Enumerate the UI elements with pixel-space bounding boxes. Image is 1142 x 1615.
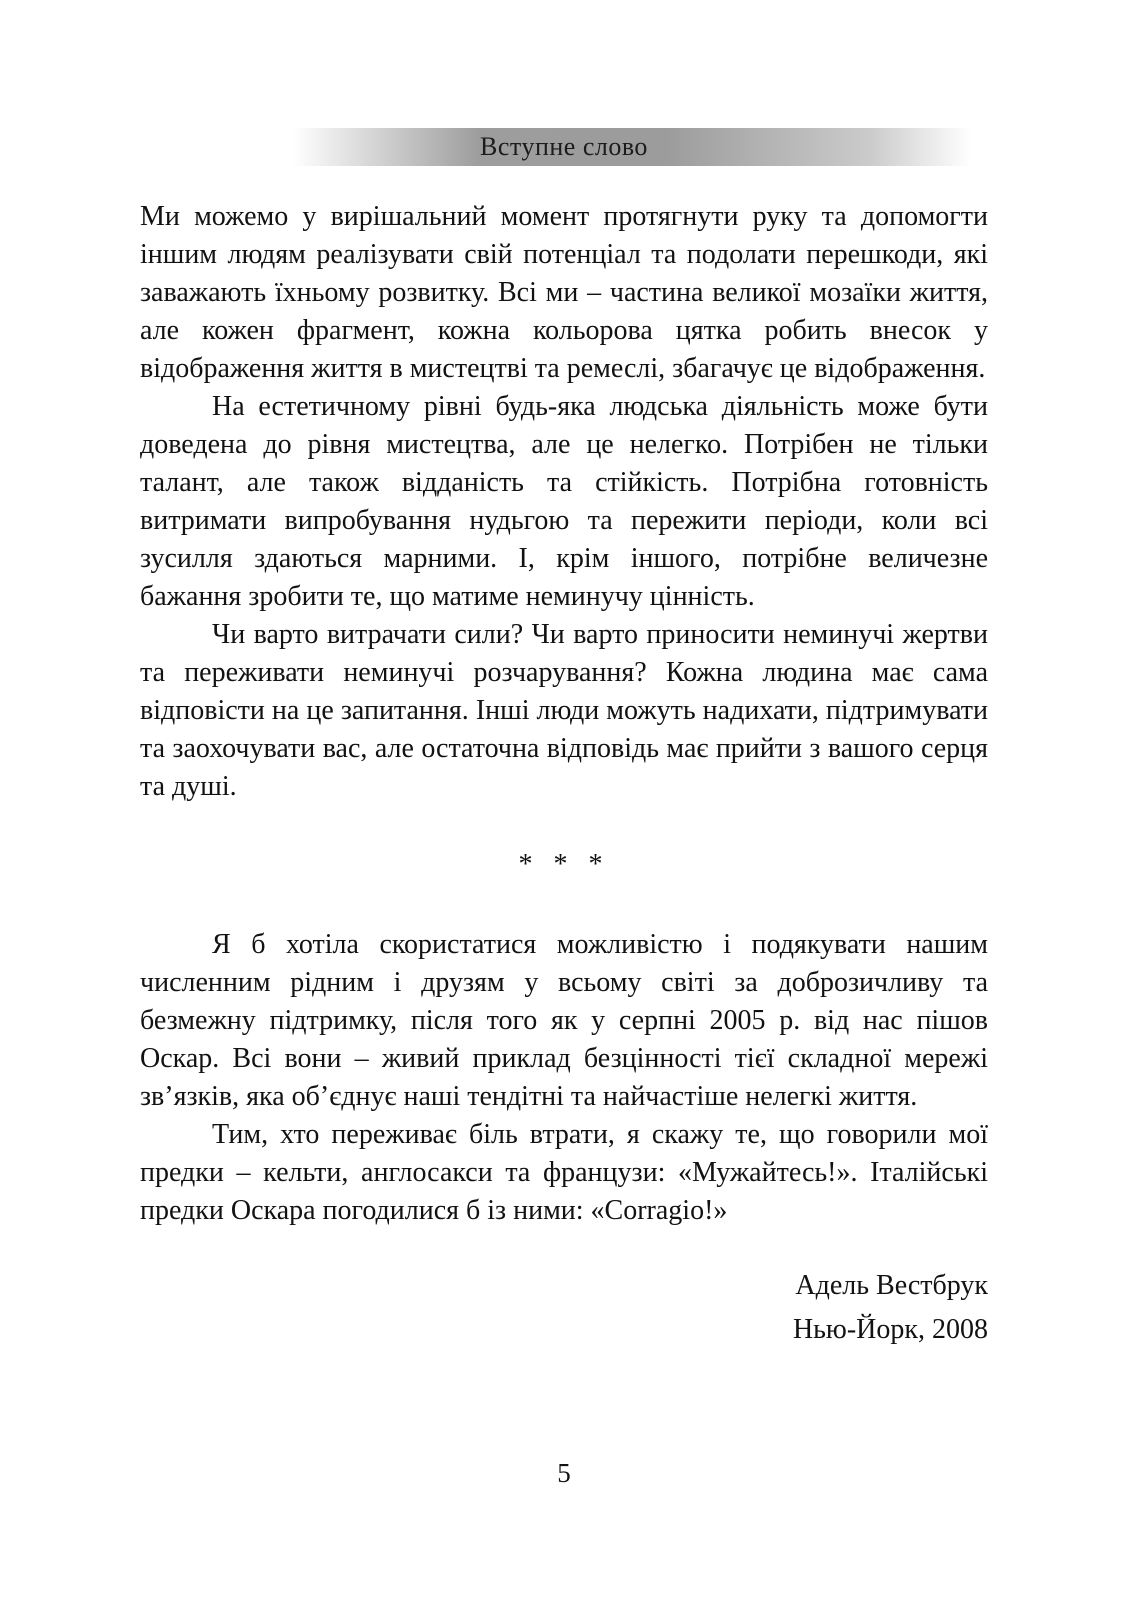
signature-name: Адель Вестбрук xyxy=(795,1270,988,1301)
running-header-title: Вступне слово xyxy=(480,132,648,161)
paragraph: Чи варто витрачати сили? Чи варто приносити неминучі жертви та переживати неминучі розчарування? Кожна людина має сама відповісти на це запитання. Інші люди можуть надихати, підтримувати та заохочувати вас, але остаточна відповідь має прийти з вашого серця та душі. xyxy=(140,619,988,802)
signature-block xyxy=(140,1264,988,1352)
paragraph: Тим, хто переживає біль втрати, я скажу те, що говорили мої предки – кельти, англосакси та французи: «Мужайтесь!». Італійські предки Оскара погодилися б із ними: «Corragio!» xyxy=(140,1119,988,1226)
section-separator: * * * xyxy=(518,849,610,880)
paragraph: Ми можемо у вирішальний момент протягнути руку та допомогти іншим людям реалізувати свій потенціал та подолати перешкоди, які заважають їхньому розвитку. Всі ми – частина великої мозаїки життя, але кожен фрагмент, кожна кольорова цятка робить внесок у відображення життя в мистецтві та ремеслі, збагачує це відображення. xyxy=(140,201,988,384)
body-text-column xyxy=(140,198,988,1352)
page-number: 5 xyxy=(557,1458,571,1488)
signature-place-date: Нью-Йорк, 2008 xyxy=(792,1314,988,1345)
running-header-band xyxy=(140,128,988,166)
paragraph: Я б хотіла скористатися можливістю і подякувати нашим численним рідним і друзям у всьому світі за доброзичливу та безмежну підтримку, після того як у серпні 2005 р. від нас пішов Оскар. Всі вони – живий приклад безцінності тієї складної мережі зв’язків, яка об’єднує наші тендітні та найчастіше нелегкі життя. xyxy=(140,929,988,1112)
paragraph: На естетичному рівні будь-яка людська діяльність може бути доведена до рівня мистецтва, але це нелегко. Потрібен не тільки талант, але також відданість та стійкість. Потрібна готовність витримати випробування нудьгою та пережити періоди, коли всі зусилля здаються марними. І, крім іншого, потрібне величезне бажання зробити те, що матиме неминучу цінність. xyxy=(140,391,988,612)
